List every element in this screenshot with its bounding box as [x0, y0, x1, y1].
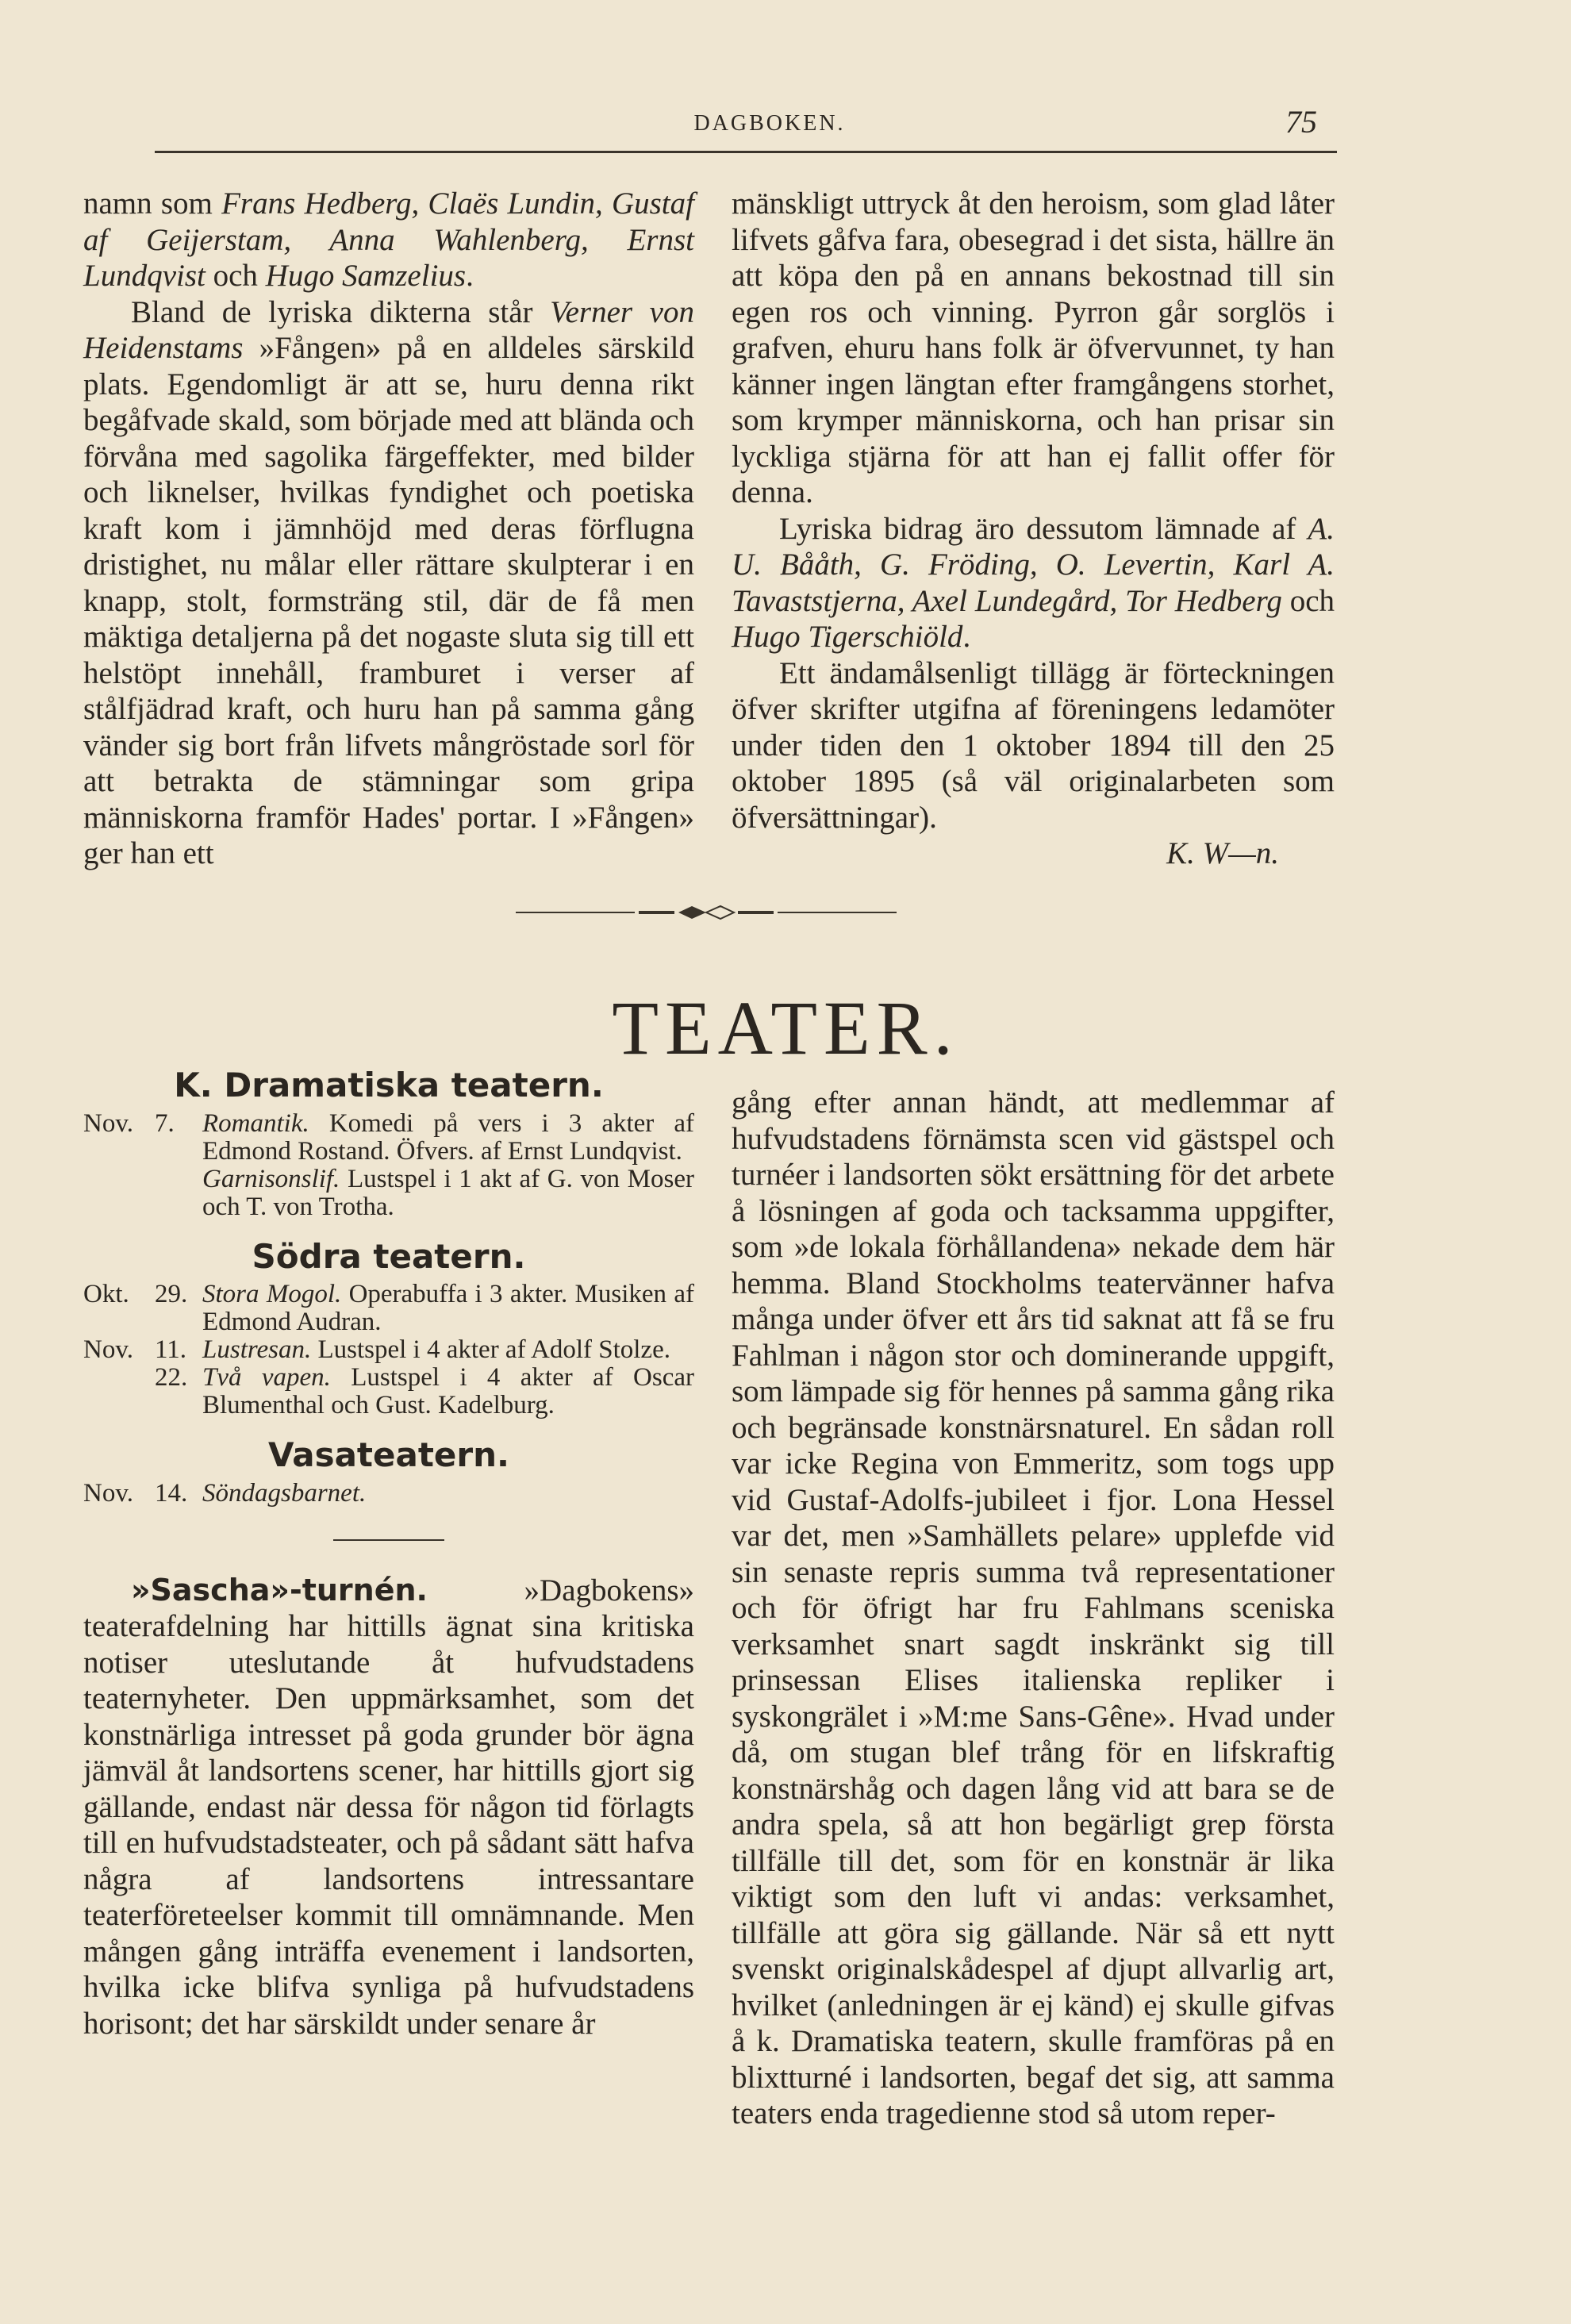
entry-text: Garnisonslif. Lustspel i 1 akt af G. von Moser och T. von Trotha.	[202, 1164, 694, 1221]
sascha-text-left: »Dagbokens» teaterafdelning har hittills ägnat sina kritiska notiser uteslutande åt hufvudstadens teaternyheter. Den uppmärksamhet, som det konstnärliga intresset på goda grunder bör ägna jämväl åt landsortens scener, har hittills gjort sig gällande, endast när dessa för någon tid förlagts till en hufvudstadsteater, och på sådant sätt hafva några af landsortens intressantare teaterföreteelser kommit till omnämnande. Men mången gång inträffa evenement i landsorten, hvilka icke blifva synliga på hufvudstadens horisont; det har särskildt under senare år	[83, 1573, 694, 2041]
sascha-heading: »Sascha»-turnén.	[131, 1572, 428, 1608]
review-paragraph-2: Bland de lyriska dikterna står Verner von Heidenstams »Fången» på en alldeles särskild plats. Egendomligt är att se, huru denna rikt begåfvade skald, som började med att blända och förvåna med sagolika färgeffekter, med bilder och liknelser, hvilkas fyndighet och poetiska kraft kom i jämnhöjd med deras förflugna dristighet, nu målar eller rättare skulpterar i en knapp, stolt, formsträng stil, där de få men mäktiga detaljerna på det nogaste sluta sig till ett helstöpt innehåll, framburet i verser af stålfjädrad kraft, och huru han på samma gång vänder sig bort från lifvets mångröstade sorl för att betrakta de stämningar som gripa människorna framför Hades' portar. I »Fången» ger han ett	[83, 294, 694, 870]
entry-month	[83, 1166, 155, 1221]
entry-month: Nov.	[83, 1108, 133, 1138]
entry-text: Två vapen. Lustspel i 4 akter af Oscar Blumenthal och Gust. Kadelburg.	[202, 1363, 694, 1419]
running-header: DAGBOKEN.	[693, 111, 846, 136]
review-column-right	[732, 186, 1335, 872]
repertoire-column	[83, 1067, 694, 2042]
entry-day: 22.	[155, 1363, 188, 1392]
short-rule	[333, 1539, 444, 1541]
sascha-paragraph-right: gång efter annan händt, att medlemmar af hufvudstadens förnämsta scen vid gästspel och turnéer i landsorten sökt ersättning för det arbete å lösningen af goda och tacksamma uppgifter, som »de lokala förhållandena» nekade dem här hemma. Bland Stockholms teatervänner hafva många under öfver ett års tid saknat att få se fru Fahlman i någon stor och dominerande uppgift, som lämpade sig för hennes på samma gång rika och begränsade konstnärsnaturel. En sådan roll var icke Regina von Emmeritz, som togs upp vid Gustaf-Adolfs-jubileet i fjor. Lona Hessel var det, men »Samhällets pelare» upplefde vid sin senaste repris summa två representationer och för öfrigt har fru Fahlmans sceniska verksamhet snart sagdt inskränkt sig till prinsessan Elises italienska repliker i syskongrälet i »M:me Sans-Gêne». Hvad under då, om stugan blef trång för en lifskraftig konstnärshåg och dagen lång vid att bara se de andra spela, så att hon begärligt grep första tillfälle till det, som för en konstnär är lika viktigt som den luft vi andas: verksamhet, tillfälle att göra sig gällande. När så ett nytt svenskt originalskådespel af djupt allvarlig art, hvilket (anledningen är ej känd) ej skulle gifvas å k. Dramatiska teatern, skulle framföras på en blixtturné i landsorten, begaf det sig, att samma teaters enda tragedienne stod så utom reper-	[732, 1085, 1335, 2130]
repertoire-entries	[83, 1480, 694, 1508]
entry-month: Nov.	[83, 1478, 133, 1508]
entry-day: 14.	[155, 1478, 188, 1508]
sascha-column-right	[732, 1085, 1335, 2132]
entry-text: Romantik. Komedi på vers i 3 akter af Edmond Rostand. Öfvers. af Ernst Lundqvist.	[202, 1108, 694, 1166]
review-column-left	[83, 186, 694, 872]
entry-day	[155, 1166, 202, 1221]
section-title: TEATER.	[612, 985, 959, 1070]
review-paragraph-3: mänskligt uttryck åt den heroism, som glad låter lifvets gåfva fara, obesegrad i det sista, hällre än att köpa den på en annans bekostnad till sin egen ros och vinning. Pyrron går sorglös i grafven, ehuru hans folk är öfvervunnet, ty han känner ingen längtan efter framgångens storhet, som krymper människorna, och han prisar sin lyckliga stjärna för att han ej fallit offer för denna.	[732, 186, 1335, 509]
entry-month	[83, 1364, 155, 1419]
entry-day: 7.	[155, 1108, 175, 1138]
entry-day: 29.	[155, 1280, 188, 1308]
entry-text: Lustresan. Lustspel i 4 akter af Adolf Stolze.	[202, 1335, 670, 1364]
entry-month: Nov.	[83, 1335, 133, 1364]
page-number: 75	[1285, 104, 1317, 140]
entry-text: Söndagsbarnet.	[202, 1478, 367, 1508]
ornament-divider	[516, 897, 897, 928]
entry-text: Stora Mogol. Operabuffa i 3 akter. Musiken af Edmond Audran.	[202, 1280, 694, 1336]
review-signature: K. W—n.	[1166, 836, 1279, 870]
review-paragraph-5: Ett ändamålsenligt tillägg är förteckningen öfver skrifter utgifna af föreningens ledamöter under tiden den 1 oktober 1894 till den 25 oktober 1895 (så väl originalarbeten som öfversättningar).	[732, 655, 1335, 835]
review-paragraph-1: namn som Frans Hedberg, Claës Lundin, Gustaf af Geijerstam, Anna Wahlenberg, Ernst Lundqvist och Hugo Samzelius.	[83, 186, 694, 293]
sascha-paragraph-left	[83, 1573, 694, 2042]
entry-month: Okt.	[83, 1280, 129, 1308]
entry-day: 11.	[155, 1335, 187, 1364]
repertoire-list	[83, 1067, 694, 1508]
review-paragraph-4: Lyriska bidrag äro dessutom lämnade af A. U. Bååth, G. Fröding, O. Levertin, Karl A. Tavaststjerna, Axel Lundegård, Tor Hedberg och Hugo Tigerschiöld.	[732, 511, 1335, 654]
theatre-heading: Södra teatern.	[252, 1236, 526, 1276]
repertoire-entries	[83, 1281, 694, 1419]
repertoire-entries	[83, 1110, 694, 1221]
header-rule	[155, 151, 1337, 153]
theatre-heading: K. Dramatiska teatern.	[174, 1066, 604, 1104]
theatre-heading: Vasateatern.	[268, 1435, 509, 1474]
